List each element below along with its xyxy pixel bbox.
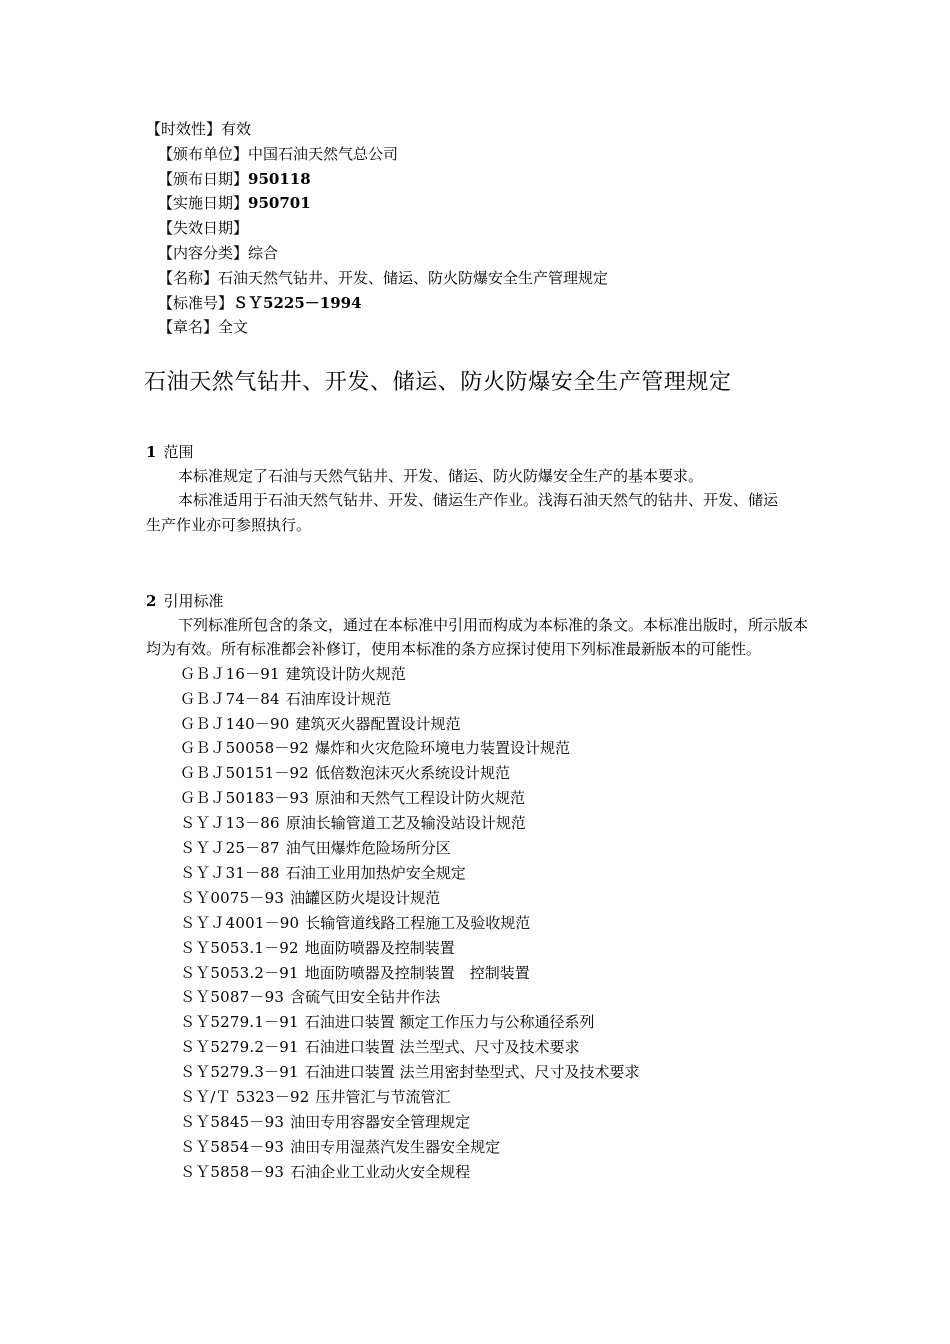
standard-name: 低倍数泡沫灭火系统设计规范 [315, 764, 511, 783]
list-item [146, 936, 808, 961]
section-references [146, 589, 808, 1185]
standard-name: 油气田爆炸危险场所分区 [285, 839, 451, 858]
standard-name: 石油企业工业动火安全规程 [290, 1162, 471, 1181]
metadata-label: 【颁布单位】 [158, 144, 249, 163]
metadata-value: 石油天然气钻井、开发、储运、防火防爆安全生产管理规定 [218, 268, 609, 287]
list-item [146, 712, 808, 737]
standard-name: 原油和天然气工程设计防火规范 [315, 789, 526, 808]
section-number: 2 [146, 592, 157, 610]
metadata-value: 全文 [218, 318, 249, 337]
standard-code: ＳＹ/Ｔ 5323－92 [180, 1087, 310, 1106]
metadata-line [146, 167, 846, 192]
standard-name: 建筑设计防火规范 [285, 664, 406, 683]
metadata-value: ＳＹ5225－1994 [233, 293, 362, 312]
standard-name: 油田专用容器安全管理规定 [290, 1112, 471, 1131]
metadata-line [146, 117, 846, 142]
list-item [146, 911, 808, 936]
metadata-line [146, 142, 846, 167]
standard-code: ＳＹ5279.1－91 [180, 1013, 299, 1032]
metadata-line [146, 191, 846, 216]
section-number: 1 [146, 443, 157, 461]
list-item [146, 786, 808, 811]
section-scope [146, 440, 808, 537]
section-title: 范围 [163, 443, 194, 461]
list-item [146, 861, 808, 886]
standard-code: ＳＹＪ31－88 [180, 863, 280, 882]
metadata-value: 综合 [248, 243, 279, 262]
standard-code: ＧＢＪ50151－92 [180, 764, 310, 783]
standard-code: ＳＹ5087－93 [180, 988, 285, 1007]
standard-name: 石油进口装置 法兰型式、尺寸及技术要求 [304, 1038, 580, 1057]
standard-code: ＳＹ5845－93 [180, 1112, 285, 1131]
metadata-label: 【实施日期】 [158, 194, 249, 213]
standard-name: 油田专用湿蒸汽发生器安全规定 [290, 1137, 501, 1156]
list-item [146, 1160, 808, 1185]
standard-code: ＳＹＪ13－86 [180, 814, 280, 833]
section-heading [146, 589, 808, 613]
standard-name: 石油进口装置 法兰用密封垫型式、尺寸及技术要求 [304, 1063, 640, 1082]
standard-name: 原油长输管道工艺及输没站设计规范 [285, 814, 526, 833]
metadata-line [146, 216, 846, 241]
list-item [146, 1110, 808, 1135]
list-item [146, 811, 808, 836]
metadata-value: 有效 [221, 120, 252, 138]
list-item [146, 886, 808, 911]
standard-name: 石油库设计规范 [285, 689, 391, 708]
metadata-line [146, 291, 846, 316]
standard-name: 石油工业用加热炉安全规定 [285, 863, 466, 882]
metadata-label: 【标准号】 [158, 293, 234, 312]
standard-code: ＳＹ5053.1－92 [180, 938, 299, 957]
standard-code: ＳＹ5053.2－91 [180, 963, 299, 982]
standard-code: ＳＹＪ4001－90 [180, 913, 300, 932]
list-item [146, 1035, 808, 1060]
standard-code: ＳＹ5279.3－91 [180, 1063, 299, 1082]
standard-name: 建筑灭火器配置设计规范 [295, 714, 461, 733]
paragraph: 本标准规定了石油与天然气钻井、开发、储运、防火防爆安全生产的基本要求。 [178, 467, 704, 485]
standard-name: 石油进口装置 额定工作压力与公称通径系列 [304, 1013, 595, 1032]
standard-name: 地面防喷器及控制装置 控制装置 [304, 963, 530, 982]
standards-list [146, 662, 808, 1185]
list-item [146, 736, 808, 761]
standard-code: ＧＢＪ50183－93 [180, 789, 310, 808]
standard-code: ＳＹ5279.2－91 [180, 1038, 299, 1057]
metadata-value: 950701 [248, 194, 311, 213]
metadata-label: 【章名】 [158, 318, 219, 337]
standard-code: ＳＹ5854－93 [180, 1137, 285, 1156]
metadata-label: 【名称】 [158, 268, 219, 287]
paragraph: 下列标准所包含的条文，通过在本标准中引用而构成为本标准的条文。本标准出版时，所示版本均为有效。所有标准都会补修订，使用本标准的条方应探讨使用下列标准最新版本的可能性。 [146, 616, 809, 659]
list-item [146, 1010, 808, 1035]
paragraph: 生产作业亦可参照执行。 [146, 515, 312, 534]
standard-code: ＳＹ0075－93 [180, 888, 285, 907]
section-title: 引用标准 [163, 592, 224, 610]
list-item [146, 836, 808, 861]
standard-name: 爆炸和火灾危险环境电力装置设计规范 [315, 739, 571, 758]
list-item [146, 1135, 808, 1160]
list-item [146, 662, 808, 687]
standard-code: ＧＢＪ74－84 [180, 689, 280, 708]
standard-code: ＳＹ5858－93 [180, 1162, 285, 1181]
standard-name: 压井管汇与节流管汇 [315, 1087, 451, 1106]
list-item [146, 1060, 808, 1085]
paragraph: 本标准适用于石油天然气钻井、开发、储运生产作业。浅海石油天然气的钻井、开发、储运 [178, 491, 779, 510]
standard-code: ＧＢＪ16－91 [180, 664, 280, 683]
metadata-label: 【内容分类】 [158, 243, 249, 262]
section-heading [146, 440, 808, 464]
standard-name: 油罐区防火堤设计规范 [290, 888, 441, 907]
metadata-line [146, 266, 846, 291]
list-item [146, 761, 808, 786]
standard-name: 地面防喷器及控制装置 [304, 938, 455, 957]
metadata-value: 中国石油天然气总公司 [248, 144, 399, 163]
list-item [146, 985, 808, 1010]
standard-code: ＳＹＪ25－87 [180, 839, 280, 858]
standard-name: 含硫气田安全钻井作法 [290, 988, 441, 1007]
standard-name: 长输管道线路工程施工及验收规范 [305, 913, 531, 932]
standard-code: ＧＢＪ50058－92 [180, 739, 310, 758]
metadata-label: 【颁布日期】 [158, 169, 249, 188]
list-item [146, 1085, 808, 1110]
document-title: 石油天然气钻井、开发、储运、防火防爆安全生产管理规定 [144, 370, 732, 395]
metadata-label: 【失效日期】 [158, 219, 249, 238]
metadata-label: 【时效性】 [146, 120, 222, 138]
list-item [146, 961, 808, 986]
standard-code: ＧＢＪ140－90 [180, 714, 290, 733]
metadata-value: 950118 [248, 169, 311, 188]
metadata-block [146, 117, 846, 340]
metadata-line [146, 315, 846, 340]
list-item [146, 687, 808, 712]
metadata-line [146, 241, 846, 266]
